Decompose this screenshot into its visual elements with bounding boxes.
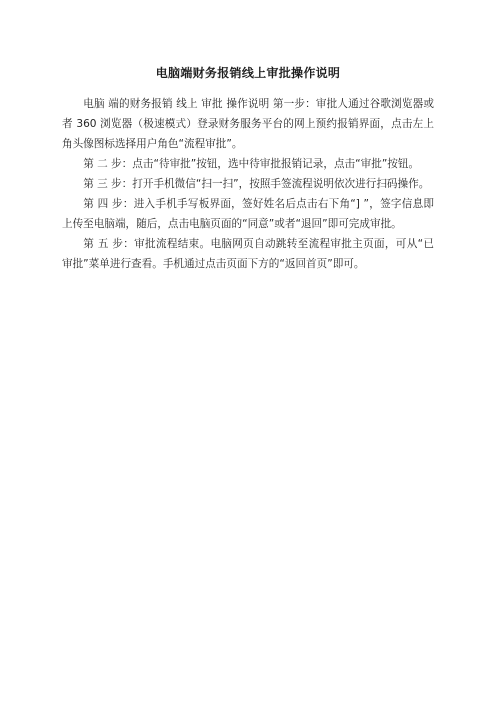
- paragraph-step-2: 第 二 步：点击“待审批”按钮，选中待审批报销记录，点击“审批”按钮。: [83, 158, 420, 170]
- paragraph-step-3: 第 三 步：打开手机微信“扫一扫”，按照手签流程说明依次进行扫码操作。: [83, 178, 430, 190]
- paragraph-step-4: 第 四 步：进入手机手写板界面，签好姓名后点击右下角“] ”，签字信息即上传至电脑端，随后，点击电脑页面的“同意”或者“退回”即可完成审批。: [62, 198, 434, 230]
- document-title: 电脑端财务报销线上审批操作说明: [155, 66, 341, 80]
- document-body: [62, 94, 434, 274]
- paragraph-step-5: 第 五 步：审批流程结束。电脑网页自动跳转至流程审批主页面，可从“已审批”菜单进行查看。手机通过点击页面下方的“返回首页”即可。: [62, 238, 434, 270]
- paragraph-step-1: 电脑 端的财务报销 线上 审批 操作说明 第一步：审批人通过谷歌浏览器或者 360 浏览器（极速模式）登录财务服务平台的网上预约报销界面，点击左上角头像图标选择用户角色“流程审批”。: [62, 98, 434, 150]
